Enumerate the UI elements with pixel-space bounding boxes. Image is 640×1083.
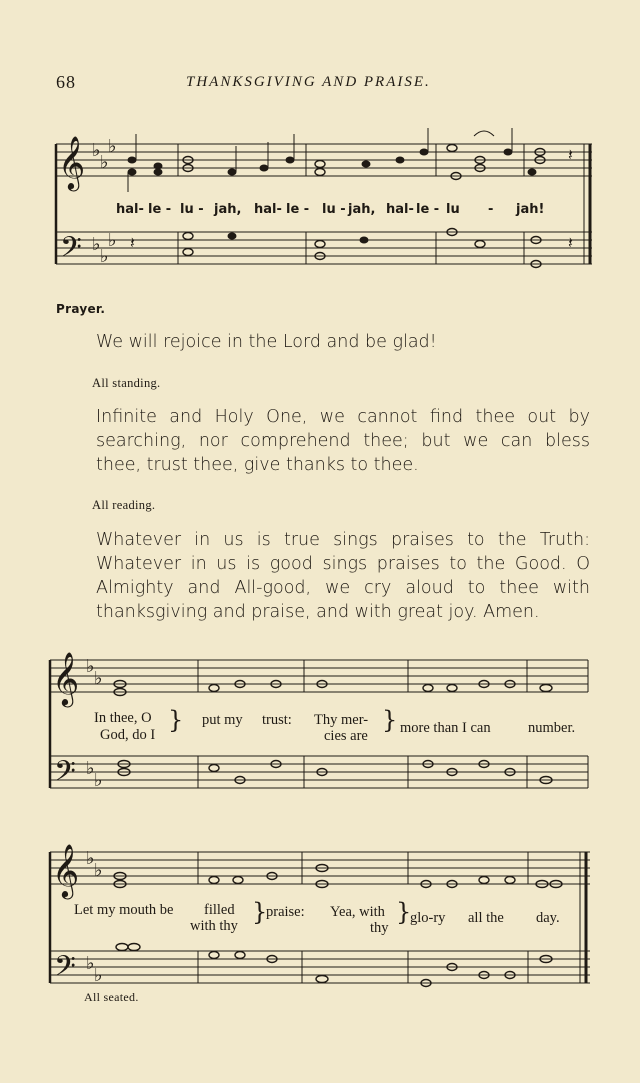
lyric-hal-1: hal- <box>116 202 144 217</box>
lyric-le-2: le - <box>286 202 310 217</box>
lyric-in-thee-o: In thee, O <box>94 710 152 726</box>
svg-text:𝄞: 𝄞 <box>52 843 80 897</box>
lyric-praise: praise: <box>266 904 305 920</box>
svg-text:♭: ♭ <box>86 953 95 974</box>
lyric-le-1: le - <box>148 202 172 217</box>
svg-text:♭: ♭ <box>94 965 103 986</box>
label-all-standing: All standing. <box>92 376 161 390</box>
lyric-god-do-i: God, do I <box>100 727 156 743</box>
label-all-reading: All reading. <box>92 498 156 512</box>
svg-text:♭: ♭ <box>100 152 109 173</box>
svg-text:♭: ♭ <box>92 234 101 255</box>
lyric-hal-2: hal- <box>254 202 282 217</box>
lyric-number: number. <box>528 720 576 736</box>
lyric-lu-1: lu - <box>180 202 204 217</box>
svg-text:𝄞: 𝄞 <box>52 651 80 705</box>
lyric-yea-with: Yea, with <box>330 904 385 920</box>
svg-text:𝄽: 𝄽 <box>568 145 573 164</box>
lyric-trust: trust: <box>262 712 292 728</box>
lyric-let-my-mouth: Let my mouth be <box>74 902 174 918</box>
svg-text:♭: ♭ <box>108 136 117 157</box>
lyric-cies-are: cies are <box>324 728 368 744</box>
lyric-thy: thy <box>370 920 389 936</box>
lyric-lu-3: lu <box>446 202 460 217</box>
svg-text:♭: ♭ <box>92 140 101 161</box>
svg-text:𝄢: 𝄢 <box>54 950 76 990</box>
page-number: 68 <box>56 72 76 92</box>
svg-text:♭: ♭ <box>86 848 95 869</box>
lyric-jah-2: jah, <box>348 202 376 217</box>
svg-text:♭: ♭ <box>94 770 103 791</box>
svg-text:♭: ♭ <box>100 246 109 267</box>
lyric-all-the: all the <box>468 910 504 926</box>
svg-text:♭: ♭ <box>94 668 103 689</box>
lyric-thy-mer: Thy mer- <box>314 712 369 728</box>
svg-text:♭: ♭ <box>86 656 95 677</box>
standing-paragraph: Infinite and Holy One, we cannot find thee out by searching, nor comprehend thee; but we can bless thee, trust thee, give thanks to thee. <box>96 407 590 475</box>
lyric-jah-1: jah, <box>214 202 242 217</box>
lyric-dash: - <box>488 202 494 217</box>
lyric-jah-3: jah! <box>516 202 545 217</box>
svg-text:♭: ♭ <box>86 758 95 779</box>
lyric-day: day. <box>536 910 560 926</box>
label-prayer: Prayer. <box>56 302 106 316</box>
svg-text:𝄽: 𝄽 <box>568 233 573 252</box>
svg-text:𝄢: 𝄢 <box>54 755 76 795</box>
lyric-le-3: le - <box>416 202 440 217</box>
lyric-lu-2: lu - <box>322 202 346 217</box>
svg-text:𝄞: 𝄞 <box>58 135 86 189</box>
brace-3: } <box>252 898 268 926</box>
lyric-filled: filled <box>204 902 235 918</box>
lyric-put-my: put my <box>202 712 243 728</box>
svg-text:♭: ♭ <box>108 230 117 251</box>
lyric-with-thy: with thy <box>190 918 238 934</box>
svg-text:♭: ♭ <box>94 860 103 881</box>
svg-text:𝄽: 𝄽 <box>130 233 135 252</box>
brace-2: } <box>382 706 398 734</box>
running-title: THANKSGIVING AND PRAISE. <box>186 74 431 90</box>
brace-4: } <box>396 898 412 926</box>
lyric-more-than: more than I can <box>400 720 491 736</box>
prayer-line: We will rejoice in the Lord and be glad! <box>96 332 437 352</box>
brace-1: } <box>168 706 184 734</box>
reading-paragraph: Whatever in us is true sings praises to the Truth: Whatever in us is good sings praises to the Good. O Almighty and All-good, we cry aloud to thee with thanksgiving and praise, and with great joy. Amen. <box>96 530 590 622</box>
label-all-seated: All seated. <box>84 990 139 1004</box>
svg-text:𝄢: 𝄢 <box>60 231 82 271</box>
lyric-glo-ry: glo-ry <box>410 910 446 926</box>
lyric-hal-3: hal- <box>386 202 414 217</box>
